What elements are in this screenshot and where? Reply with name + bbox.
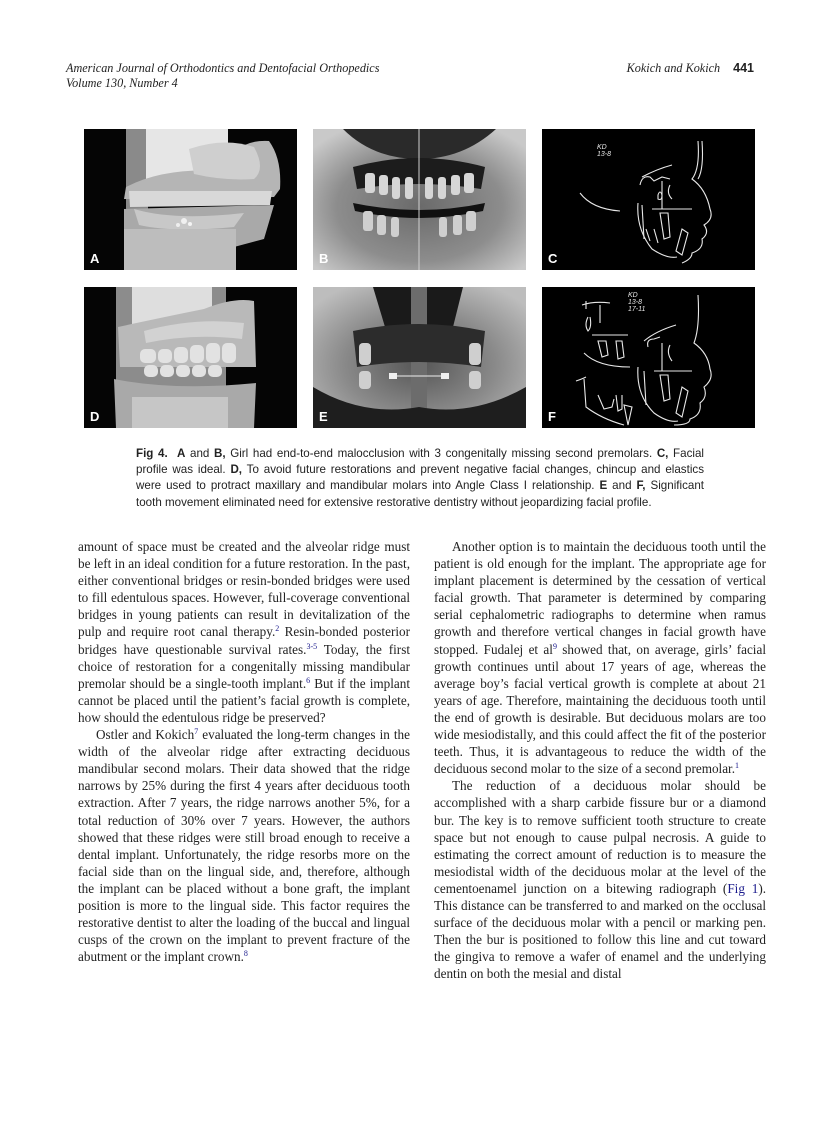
caption-panel-ref: A	[176, 447, 186, 460]
body-column-right	[434, 538, 766, 982]
citation-reference-link[interactable]: 3-5	[306, 641, 318, 651]
citation-reference-link[interactable]: 6	[306, 675, 311, 685]
caption-panel-ref: C,	[656, 447, 669, 460]
body-column-left	[78, 538, 410, 965]
author-names: Kokich and Kokich	[626, 61, 721, 75]
cephalometric-tracing-icon	[542, 287, 755, 428]
volume-line: Volume 130, Number 4	[66, 76, 178, 90]
figure-panel-f	[542, 287, 755, 428]
panel-label: F	[548, 409, 556, 424]
cephalometric-tracing-icon	[542, 129, 755, 270]
caption-text: A and B, Girl had end-to-end malocclusion with 3 congenitally missing second premolars. C, Facial profile was ideal. D, To avoid future restorations and prevent negative facial changes, chincup and elastics were used to protract maxillary and mandibular molars into Angle Class I relationship. E and F, Significant tooth movement eliminated need for extensive restorative dentistry without jeopardizing facial profile.	[136, 447, 704, 509]
panel-label: C	[548, 251, 558, 266]
figure-panel-a	[84, 129, 297, 270]
body-paragraph: The reduction of a deciduous molar should be accomplished with a sharp carbide fissure bur or a diamond bur. The key is to remove sufficient tooth structure to create space but not enough to cause pulpal necrosis. A guide to estimating the correct amount of reduction is to measure the mesiodistal width of the deciduous molar at the level of the cementoenamel junction on a bitewing radiograph (Fig 1). This distance can be transferred to and marked on the occlusal surface of the deciduous molar with a pencil or marking pen. Then the bur is positioned to follow this line and cut toward the gingiva to remove a wafer of enamel and the underlying dentin on both the mesial and distal	[434, 778, 767, 982]
citation-reference-link[interactable]: 9	[552, 641, 557, 651]
journal-title: American Journal of Orthodontics and Dentofacial Orthopedics	[66, 61, 380, 75]
panoramic-radiograph-icon	[313, 129, 526, 270]
citation-reference-link[interactable]: 8	[243, 949, 248, 959]
running-header-authors	[627, 61, 754, 76]
body-paragraph: Ostler and Kokich$^7$ evaluated the long-term changes in the width of the alveolar ridge after extracting deciduous mandibular second molars. Their data showed that the ridge narrows by 25% during the first 4 years after deciduous tooth extraction. After 7 years, the ridge narrows another 5%, for a total reduction of 30% over 7 years. However, the authors showed that these ridges were still broad enough to receive a dental implant. Unfortunately, the ridge resorbs more on the facial side than on the lingual side, and, therefore, although the implant can be placed without a bone graft, the implant position is more to the lingual side. This factor requires the restorative dentist to alter the loading of the buccal and lingual cusps of the crown on the implant to prevent fracture of the abutment or the implant crown.$^8$	[78, 727, 410, 965]
citation-reference-link[interactable]: 1	[735, 761, 740, 771]
body-paragraph: Another option is to maintain the deciduous tooth until the patient is old enough for the implant. The appropriate age for implant placement is determined by the cessation of vertical facial growth. That parameter is determined by comparing serial cephalometric radiographs to determine when ramus growth and therefore vertical changes in facial growth have stopped. Fudalej et $al^9$ showed that, on average, girls’ facial growth continues until about 17 years of age, whereas the average boy’s facial vertical growth is complete at about 21 years of age. Therefore, maintaining the deciduous tooth until the end of growth is desirable. But deciduous molars are too wide mesiodistally, and this could affect the fit of the posterior teeth. Thus, it is advantageous to reduce the width of the deciduous second molar to the size of a second premolar.$^1$	[434, 539, 766, 777]
panoramic-radiograph-icon	[313, 287, 526, 428]
running-header-journal	[66, 61, 379, 91]
svg-text:KD: KD	[628, 292, 638, 299]
citation-reference-link[interactable]: 2	[275, 624, 280, 634]
caption-panel-ref: B,	[213, 447, 226, 460]
panel-label: B	[319, 251, 329, 266]
figure-label: Fig 4.	[136, 447, 168, 460]
figure-panel-e	[313, 287, 526, 428]
svg-text:17-11: 17-11	[628, 306, 646, 313]
citation-reference-link[interactable]: 7	[194, 727, 199, 737]
svg-text:13-8: 13-8	[597, 151, 612, 158]
figure-panel-b	[313, 129, 526, 270]
dental-cast-photo-icon	[84, 129, 297, 270]
panel-label: A	[90, 251, 100, 266]
figure-caption	[136, 446, 704, 511]
panel-label: E	[319, 409, 328, 424]
caption-panel-ref: D,	[230, 463, 243, 477]
figure-panel-c	[542, 129, 755, 270]
caption-panel-ref: F,	[636, 479, 646, 493]
page-number: 441	[733, 61, 754, 75]
panel-label: D	[90, 409, 100, 424]
svg-text:KD: KD	[597, 144, 607, 151]
body-paragraph: amount of space must be created and the alveolar ridge must be left in an ideal condition for a future restoration. In the past, either conventional bridges or resin-bonded bridges were used to fill edentulous spaces. However, full-coverage conventional bridges in young patients can result in devitalization of the pulp and require root canal therapy.$^2$ Resin-bonded posterior bridges have questionable survival rates.$^{3-5}$ Today, the first choice of restoration for a congenitally missing mandibular premolar should be a single-tooth implant.$^6$ But if the implant cannot be placed until the patient’s facial growth is complete, how should the edentulous ridge be preserved?	[78, 539, 410, 725]
dental-cast-photo-icon	[84, 287, 297, 428]
figure-reference-link[interactable]: Fig 1	[727, 880, 759, 896]
figure-panel-d	[84, 287, 297, 428]
caption-panel-ref: E	[599, 479, 608, 493]
svg-text:13-8: 13-8	[628, 299, 643, 306]
